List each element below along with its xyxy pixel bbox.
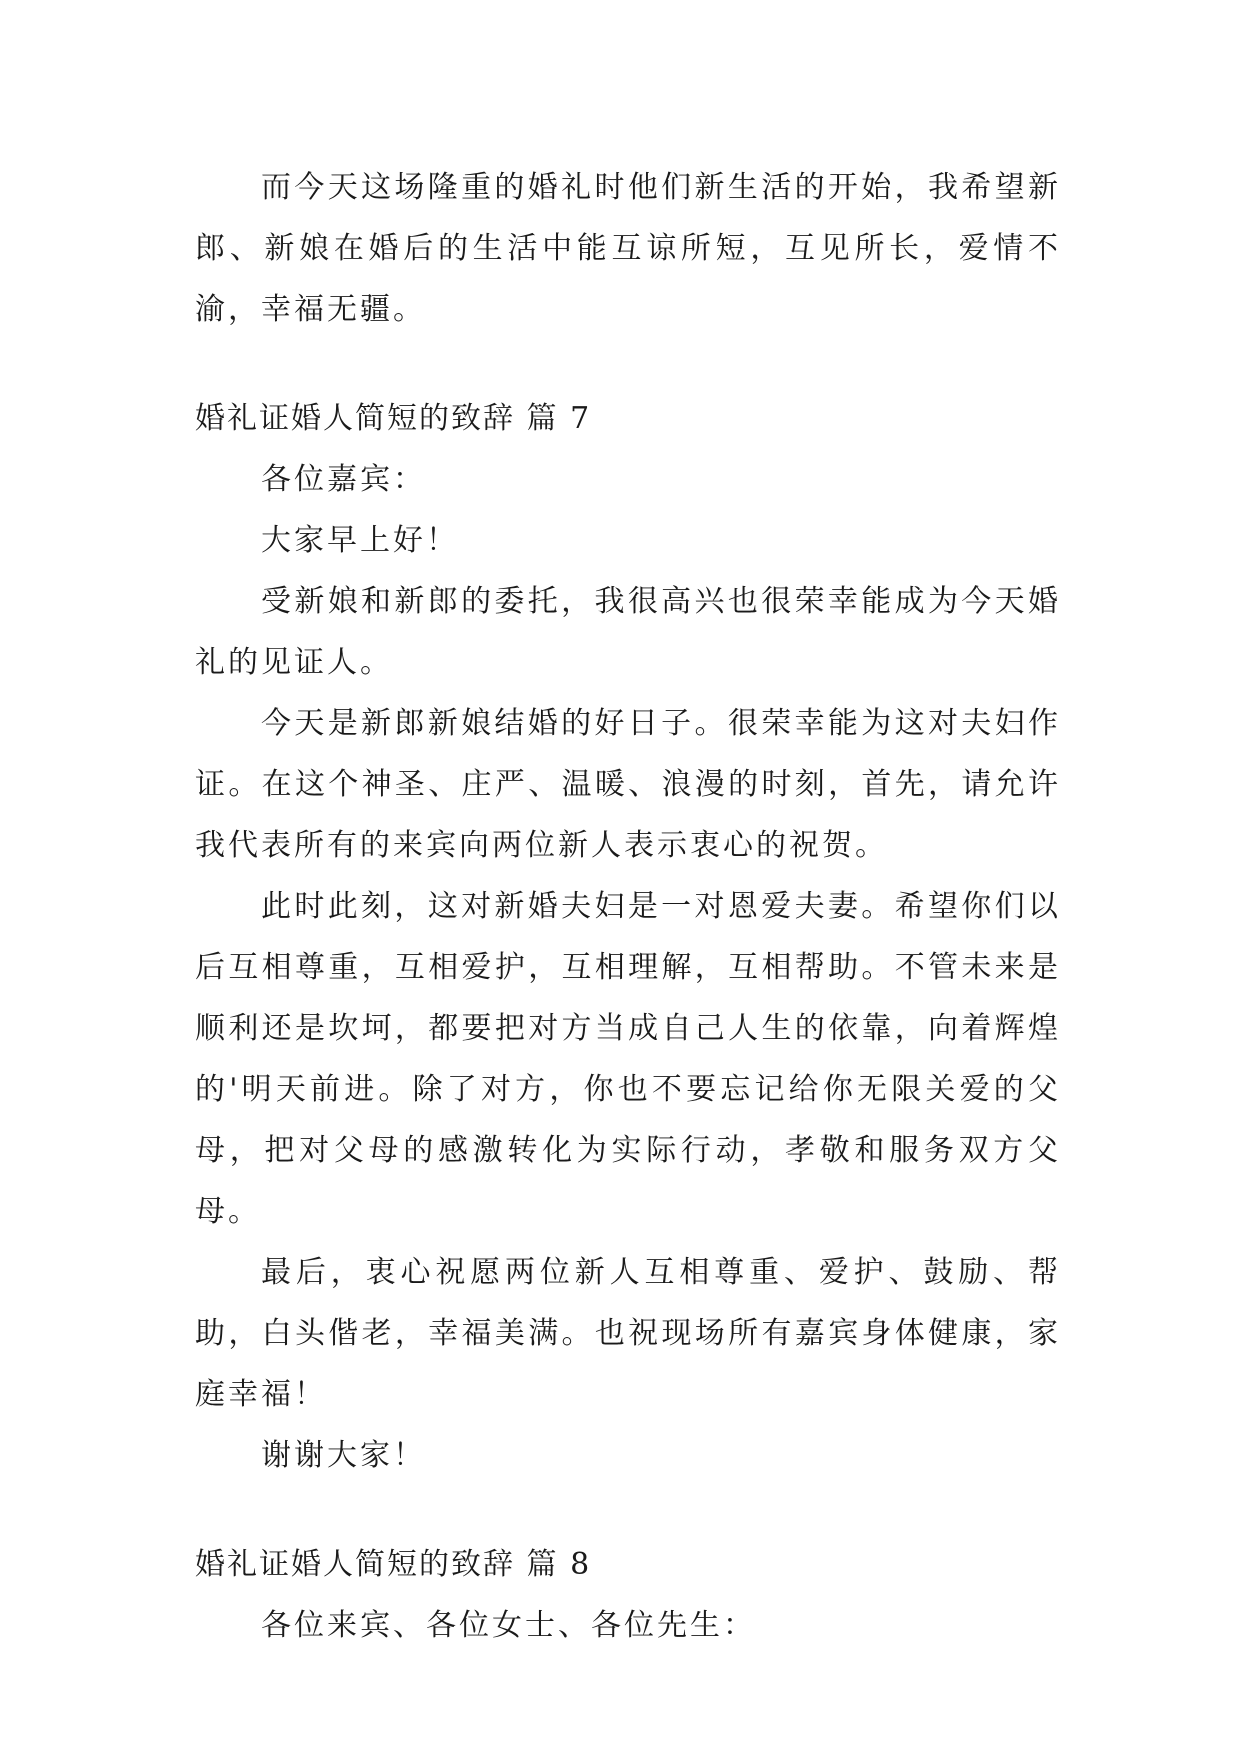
body-paragraph: 今天是新郎新娘结婚的好日子。很荣幸能为这对夫妇作证。在这个神圣、庄严、温暖、浪漫的时刻，首先，请允许我代表所有的来宾向两位新人表示衷心的祝贺。 — [195, 706, 1061, 863]
document-body — [195, 157, 1061, 1656]
closing-paragraph: 谢谢大家！ — [261, 1438, 426, 1473]
salutation-paragraph: 各位嘉宾： — [261, 462, 426, 497]
greeting-paragraph: 大家早上好！ — [261, 523, 459, 558]
body-paragraph: 最后，衷心祝愿两位新人互相尊重、爱护、鼓励、帮助，白头偕老，幸福美满。也祝现场所有嘉宾身体健康，家庭幸福！ — [195, 1255, 1061, 1412]
salutation-paragraph: 各位来宾、各位女士、各位先生： — [261, 1608, 756, 1643]
body-paragraph: 此时此刻，这对新婚夫妇是一对恩爱夫妻。希望你们以后互相尊重，互相爱护，互相理解，互相帮助。不管未来是顺利还是坎坷，都要把对方当成自己人生的依靠，向着辉煌的'明天前进。除了对方，你也不要忘记给你无限关爱的父母，把对父母的感激转化为实际行动，孝敬和服务双方父母。 — [195, 889, 1061, 1229]
body-paragraph: 而今天这场隆重的婚礼时他们新生活的开始，我希望新郎、新娘在婚后的生活中能互谅所短，互见所长，爱情不渝，幸福无疆。 — [195, 170, 1061, 327]
section-heading-8: 婚礼证婚人简短的致辞 篇 8 — [195, 1547, 592, 1582]
section-heading-7: 婚礼证婚人简短的致辞 篇 7 — [195, 401, 592, 436]
body-paragraph: 受新娘和新郎的委托，我很高兴也很荣幸能成为今天婚礼的见证人。 — [195, 584, 1061, 680]
